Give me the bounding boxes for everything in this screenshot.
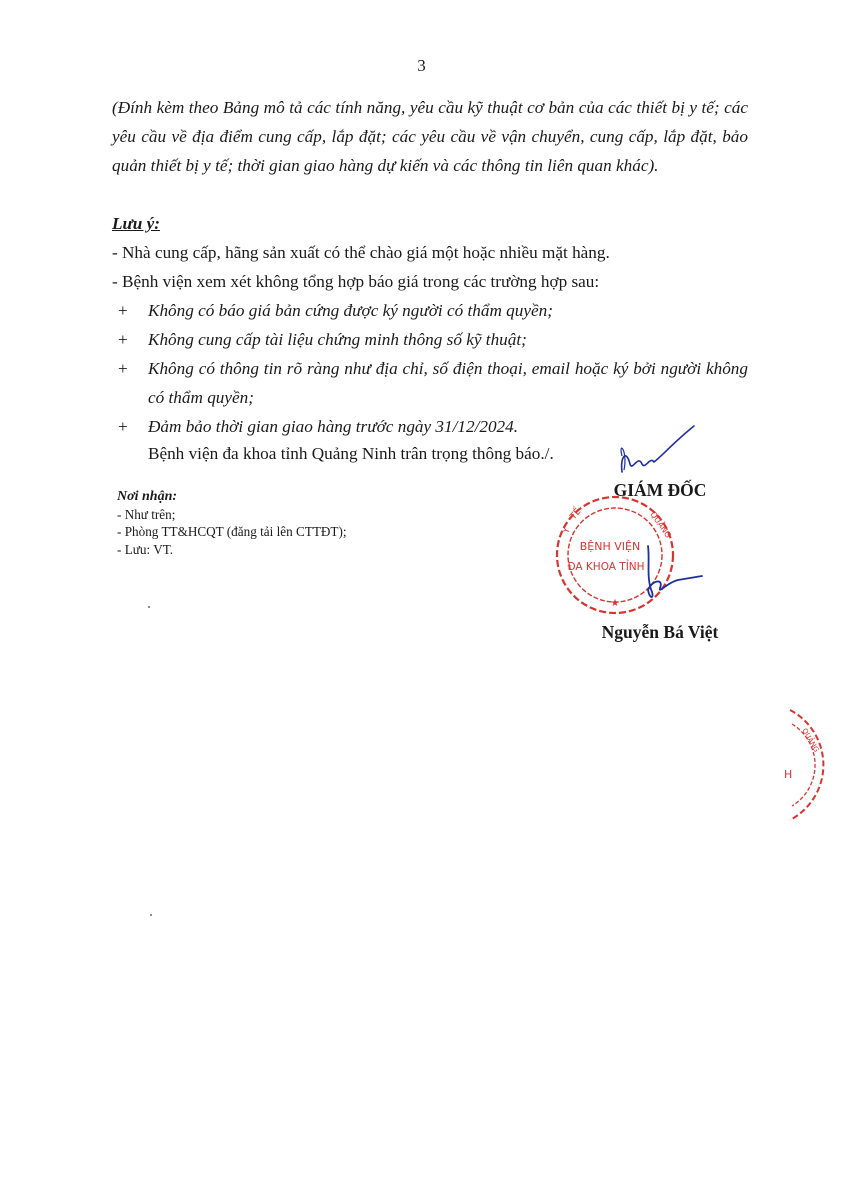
scan-speck (150, 914, 152, 916)
bullet-text: Đảm bảo thời gian giao hàng trước ngày 31/12/2024. (148, 417, 519, 436)
note-heading: Lưu ý: (112, 214, 161, 233)
bullet-symbol: + (118, 417, 128, 436)
recipient-item: - Như trên; (117, 506, 176, 522)
bullet-text: Không có thông tin rõ ràng như địa chỉ, số điện thoại, email hoặc ký bởi người không có thẩm quyền; (148, 359, 748, 407)
director-signature (630, 540, 710, 610)
closing-statement: Bệnh viện đa khoa tỉnh Quảng Ninh trân trọng thông báo./. (148, 444, 554, 463)
bullet-item-1 (118, 297, 748, 326)
page-number: 3 (417, 56, 426, 75)
svg-text:H: H (784, 768, 793, 781)
attachment-note: (Đính kèm theo Bảng mô tả các tính năng, yêu cầu kỹ thuật cơ bản của các thiết bị y tế; các yêu cầu về địa điểm cung cấp, lắp đặt; các yêu cầu về vận chuyển, cung cấp, lắp đặt, bảo quản thiết bị y tế; thời gian giao hàng dự kiến và các thông tin liên quan khác). (112, 98, 748, 175)
note-line-2: - Bệnh viện xem xét không tổng hợp báo giá trong các trường hợp sau: (112, 272, 600, 291)
svg-text:Y: Y (561, 526, 573, 536)
recipient-item: - Phòng TT&HCQT (đăng tải lên CTTĐT); (117, 524, 347, 539)
bullet-symbol: + (118, 359, 128, 378)
bullet-item-3 (118, 355, 748, 413)
recipients-heading: Nơi nhận: (117, 489, 178, 504)
director-title: GIÁM ĐỐC (613, 480, 707, 500)
seal-line-2: ĐA KHOA TỈNH (567, 561, 645, 573)
svg-text:QUẢNG: QUẢNG (800, 727, 821, 754)
bullet-item-2 (118, 326, 748, 355)
seal-line-1: BỆNH VIỆN (579, 540, 641, 553)
bullet-symbol: + (118, 301, 128, 320)
edge-overlap-seal (760, 700, 843, 830)
bullet-symbol: + (118, 330, 128, 349)
svg-text:★: ★ (610, 598, 620, 609)
svg-text:QUẢNG: QUẢNG (648, 509, 673, 540)
recipient-item: - Lưu: VT. (117, 541, 174, 557)
initial-signature (612, 420, 702, 480)
scan-speck (148, 606, 150, 608)
bullet-text: Không có báo giá bản cứng được ký người có thẩm quyền; (148, 301, 553, 320)
note-line-1: - Nhà cung cấp, hãng sản xuất có thể chào giá một hoặc nhiều mặt hàng. (112, 243, 610, 262)
recipients-block (117, 488, 357, 558)
director-name: Nguyễn Bá Việt (601, 622, 719, 642)
svg-text:TẾ: TẾ (568, 506, 584, 522)
bullet-text: Không cung cấp tài liệu chứng minh thông số kỹ thuật; (148, 330, 527, 349)
